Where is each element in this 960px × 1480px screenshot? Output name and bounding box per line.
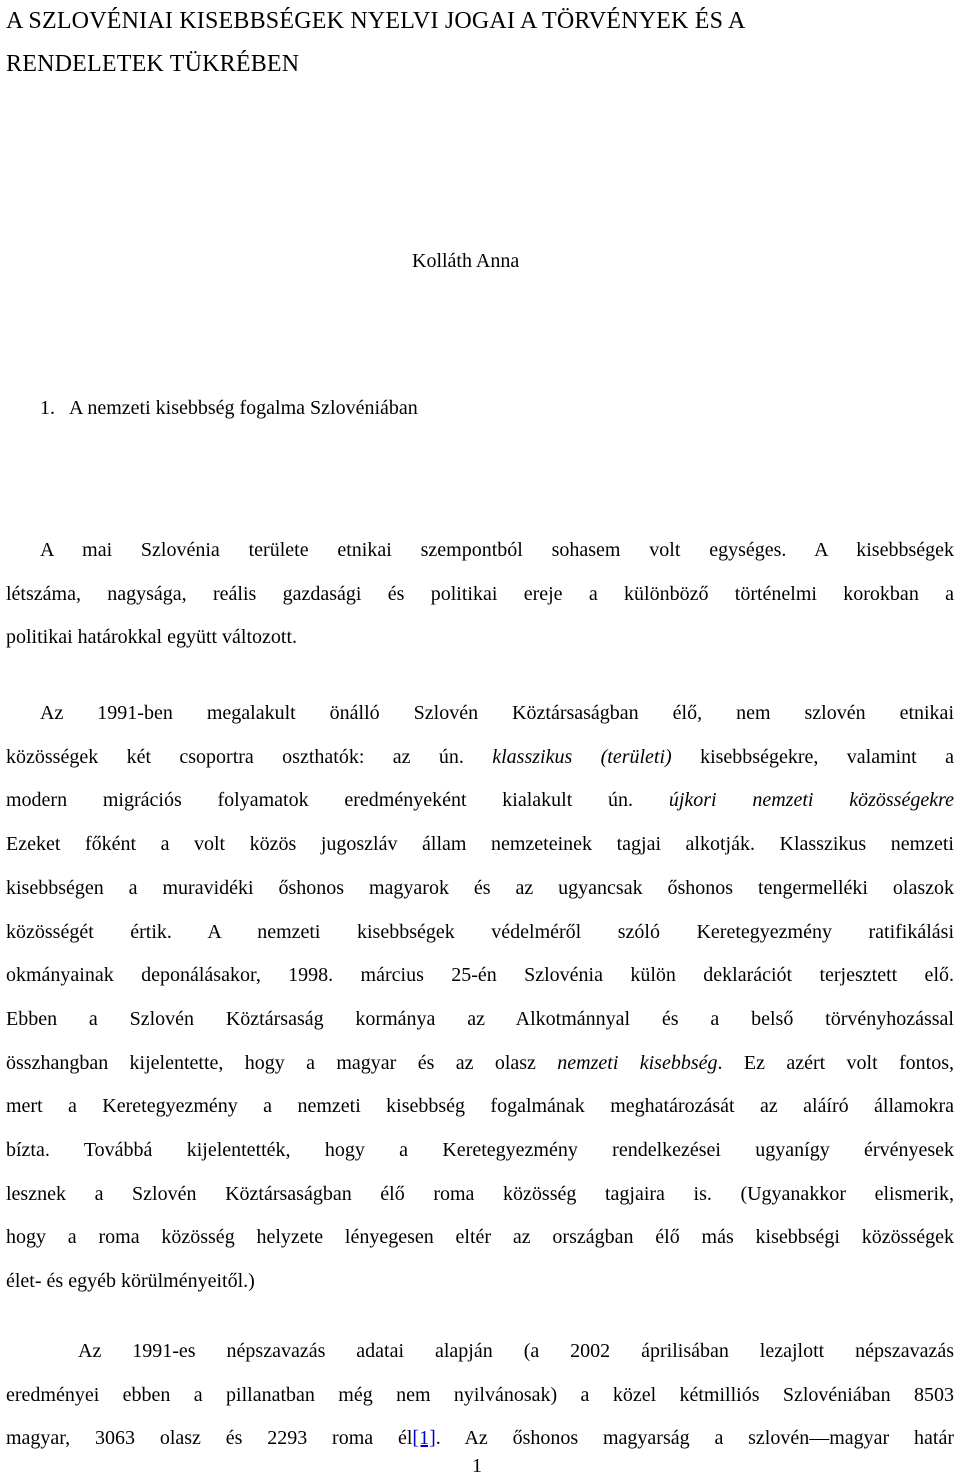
paragraph-line: közösségét értik. A nemzeti kisebbségek védelméről szóló Keretegyezmény ratifikálási xyxy=(6,920,954,943)
paragraph-line: Ebben a Szlovén Köztársaság kormánya az Alkotmánnyal és a belső törvényhozással xyxy=(6,1007,954,1030)
title-line-2: RENDELETEK TÜKRÉBEN xyxy=(6,51,300,77)
paragraph-line: politikai határokkal együtt változott. xyxy=(6,626,298,649)
author-name: Kolláth Anna xyxy=(412,250,520,272)
italic-term: nemzeti kisebbség xyxy=(557,1051,718,1074)
paragraph-line: Az 1991-ben megalakult önálló Szlovén Köztársaságban élő, nem szlovén etnikai xyxy=(40,702,954,724)
paragraph-3 xyxy=(6,1330,954,1461)
paragraph-line: hogy a roma közösség helyzete lényegesen eltér az országban élő más kisebbségi közösségek xyxy=(6,1226,954,1249)
section-heading xyxy=(40,392,418,424)
paragraph-line: közösségek két csoportra oszthatók: az ún. klasszikus (területi) kisebbségekre, valamint a xyxy=(6,745,954,768)
paragraph-line: modern migrációs folyamatok eredményeként kialakult ún. újkori nemzeti közösségekre xyxy=(6,789,954,812)
paragraph-line: Ezeket főként a volt közös jugoszláv állam nemzeteinek tagjai alkotják. Klasszikus nemzeti xyxy=(6,833,954,856)
italic-term: újkori nemzeti közösségekre xyxy=(668,789,954,812)
paragraph-line: magyar, 3063 olasz és 2293 roma él[1]. Az őshonos magyarság a szlovén—magyar határ xyxy=(6,1427,955,1450)
title-line-1: A SZLOVÉNIAI KISEBBSÉGEK NYELVI JOGAI A TÖRVÉNYEK ÉS A xyxy=(6,8,746,34)
footnote-reference-link[interactable]: [1] xyxy=(412,1427,436,1450)
paragraph-line: összhangban kijelentette, hogy a magyar és az olasz nemzeti kisebbség. Ez azért volt fontos, xyxy=(6,1051,954,1074)
paragraph-line: mert a Keretegyezmény a nemzeti kisebbség fogalmának meghatározását az aláíró államokra xyxy=(6,1095,954,1118)
paragraph-line: lesznek a Szlovén Köztársaságban élő roma közösség tagjaira is. (Ugyanakkor elismerik, xyxy=(6,1182,954,1205)
paragraph-2 xyxy=(6,692,954,1304)
paragraph-line: élet- és egyéb körülményeitől.) xyxy=(6,1270,255,1293)
paragraph-line: létszáma, nagysága, reális gazdasági és politikai ereje a különböző történelmi korokban a xyxy=(6,582,954,605)
paragraph-line: Az 1991-es népszavazás adatai alapján (a 2002 áprilisában lezajlott népszavazás xyxy=(78,1340,954,1362)
italic-term: klasszikus (területi) xyxy=(492,745,672,768)
paragraph-line: bízta. Továbbá kijelentették, hogy a Keretegyezmény rendelkezései ugyanígy érvényesek xyxy=(6,1139,954,1162)
paragraph-line: kisebbségen a muravidéki őshonos magyarok és az ugyancsak őshonos tengermelléki olaszok xyxy=(6,876,954,899)
document-title xyxy=(6,0,954,86)
paragraph-line: eredményei ebben a pillanatban még nem nyilvánosak) a közel kétmilliós Szlovéniában 8503 xyxy=(6,1383,954,1406)
paragraph-1 xyxy=(6,529,954,660)
paragraph-line: okmányainak deponálásakor, 1998. március 25-én Szlovénia külön deklarációt terjesztett elő. xyxy=(6,964,954,987)
section-title: A nemzeti kisebbség fogalma Szlovéniában xyxy=(69,397,418,419)
paragraph-line: A mai Szlovénia területe etnikai szempontból sohasem volt egységes. A kisebbségek xyxy=(40,539,954,561)
section-number: 1. xyxy=(40,397,55,419)
page-number: 1 xyxy=(472,1455,482,1477)
